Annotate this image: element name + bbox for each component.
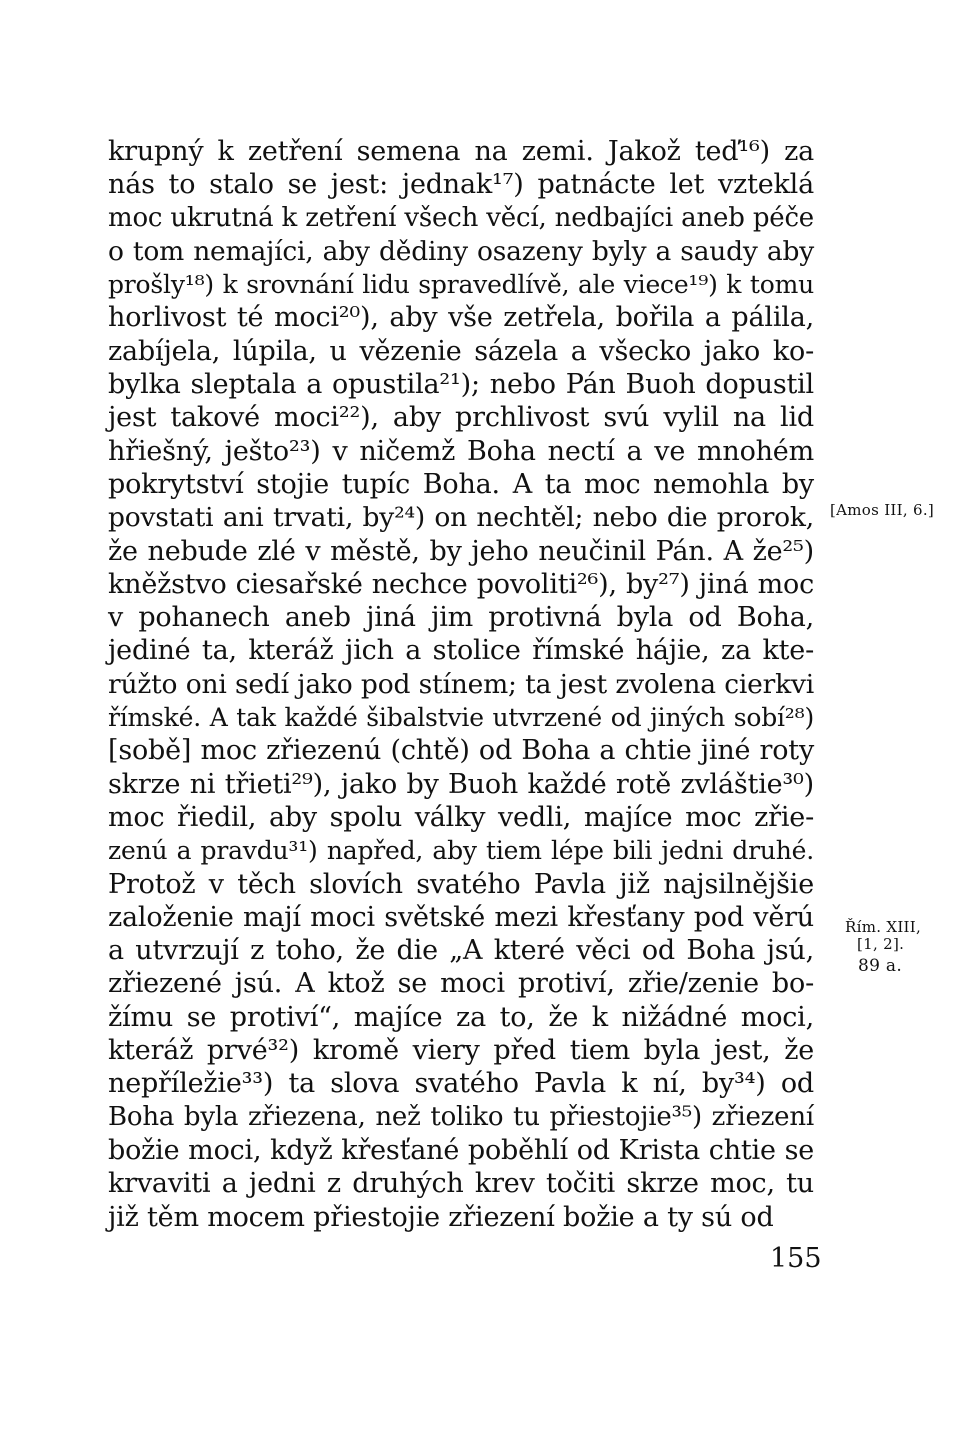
text-line: římské. A tak každé šibalstvie utvrzené od jiných sobí²⁸) [108, 703, 814, 733]
text-line: kněžstvo ciesařské nechce povoliti²⁶), by²⁷) jiná moc [108, 568, 814, 600]
text-line: rúžto oni sedí jako pod stínem; ta jest zvolena cierkvi [108, 668, 814, 700]
text-line: v pohanech aneb jiná jim protivná byla od Boha, [108, 602, 814, 634]
text-line: nepříležie³³) ta slova svatého Pavla k ní, by³⁴) od [108, 1068, 814, 1100]
text-line: zabíjela, lúpila, u vězenie sázela a všecko jako ko- [108, 335, 814, 367]
text-line: žímu se protiví“, majíce za to, že k nižádné moci, [108, 1001, 814, 1033]
text-line: již těm mocem přiestojie zřiezení božie a ty sú od [108, 1201, 774, 1233]
text-line: zřiezené jsú. A ktož se moci protiví, zřie/zenie bo- [108, 968, 814, 1000]
text-line: hřiešný, ješto²³) v ničemž Boha nectí a ve mnohém [108, 435, 814, 467]
text-line: skrze ni třieti²⁹), jako by Buoh každé rotě zvláštie³⁰) [108, 768, 814, 800]
text-line: pokrytství stojie tupíc Boha. A ta moc nemohla by [108, 468, 814, 500]
margin-note-rim-verses: [1, 2]. [857, 935, 905, 953]
text-line: a utvrzují z toho, že die „A které věci od Boha jsú, [108, 935, 814, 967]
text-line: založenie mají moci světské mezi křesťany pod věrú [108, 901, 814, 933]
text-line: horlivost té moci²⁰), aby vše zetřela, bořila a pálila, [108, 302, 814, 334]
text-line: o tom nemajíci, aby dědiny osazeny byly a saudy aby [108, 235, 814, 267]
text-line: Protož v těch slovích svatého Pavla již najsilnějšie [108, 868, 814, 900]
text-line: božie moci, když křesťané poběhlí od Krista chtie se [108, 1134, 814, 1166]
text-line: že nebude zlé v městě, by jeho neučinil Pán. A že²⁵) [108, 535, 814, 567]
margin-note-rim: Řím. XIII, [845, 918, 922, 936]
text-line: [sobě] moc zřiezenú (chtě) od Boha a chtie jiné roty [108, 735, 814, 767]
text-line: Boha byla zřiezena, než toliko tu přiestojie³⁵) zřiezení [108, 1101, 814, 1132]
text-line: prošly¹⁸) k srovnání lidu spravedlívě, ale viece¹⁹) k tomu [108, 270, 814, 300]
text-line: jediné ta, kteráž jich a stolice římské hájie, za kte- [108, 635, 814, 667]
margin-note-amos: [Amos III, 6.] [830, 501, 935, 519]
text-line: nás to stalo se jest: jednak¹⁷) patnácte let vzteklá [108, 169, 814, 201]
text-line: krvaviti a jedni z druhých krev točiti skrze moc, tu [108, 1168, 814, 1200]
page-number: 155 [770, 1243, 822, 1274]
margin-note-folio: 89 a. [858, 956, 903, 976]
text-line: moc řiedil, aby spolu války vedli, majíce moc zřie- [108, 801, 814, 833]
text-line: bylka sleptala a opustila²¹); nebo Pán Buoh dopustil [108, 369, 814, 401]
text-line: povstati ani trvati, by²⁴) on nechtěl; nebo die prorok, [108, 502, 814, 534]
text-line: kteráž prvé³²) kromě viery před tiem byla jest, že [108, 1035, 814, 1067]
text-line: moc ukrutná k zetření všech věcí, nedbajíci aneb péče [108, 202, 814, 233]
text-line: zenú a pravdu³¹) napřed, aby tiem lépe bili jedni druhé. [108, 836, 814, 866]
text-line: jest takové moci²²), aby prchlivost svú vylil na lid [108, 402, 814, 434]
text-line: krupný k zetření semena na zemi. Jakož teď¹⁶) za [108, 136, 814, 167]
main-text [108, 135, 814, 1234]
